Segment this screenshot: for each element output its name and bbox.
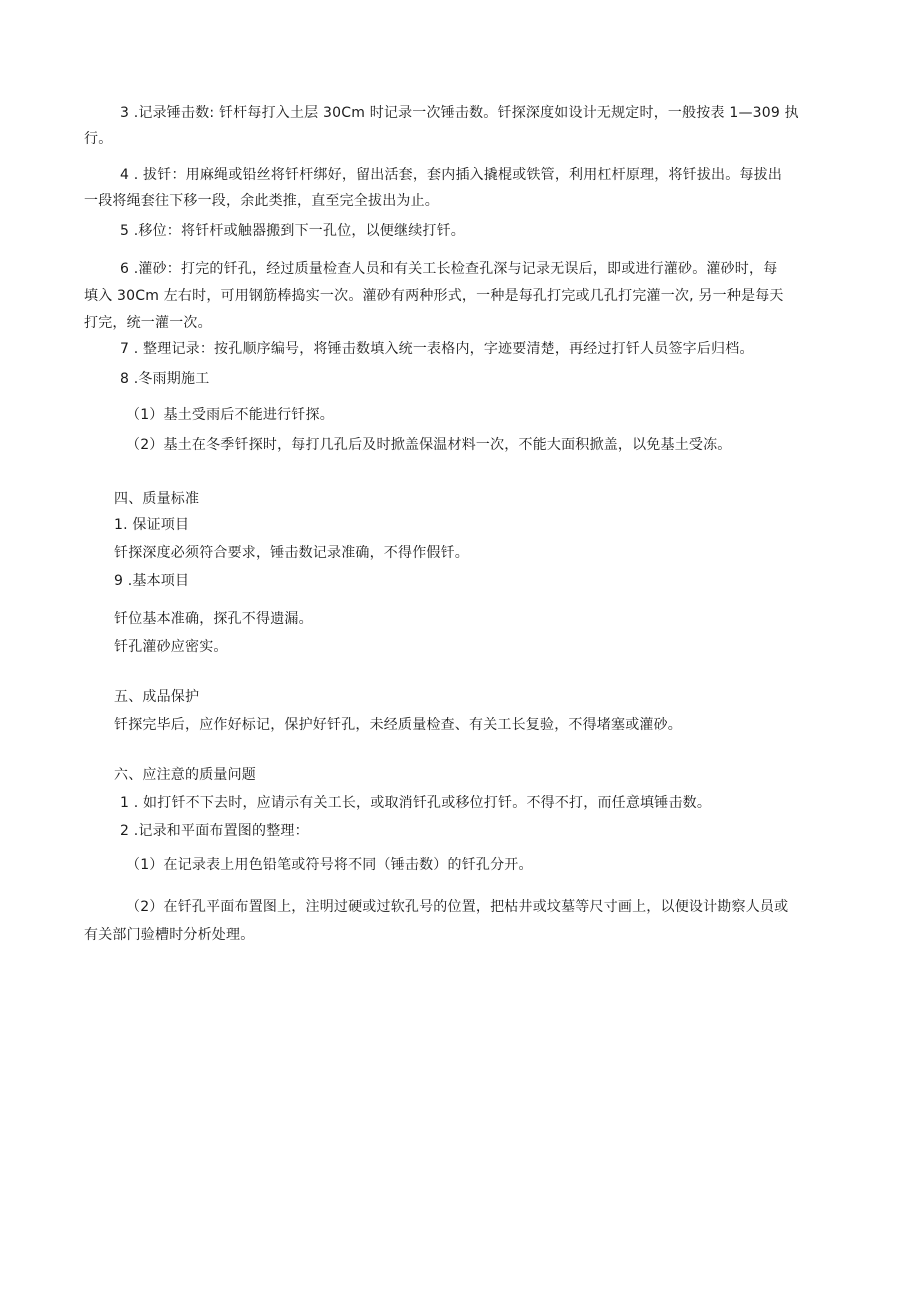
item-number: 4 bbox=[120, 167, 130, 183]
section-5-title: 五、成品保护 bbox=[114, 689, 200, 705]
paragraph-text: .移位：将钎杆或触器搬到下一孔位，以便继续打钎。 bbox=[129, 223, 466, 239]
item-number: 8 bbox=[120, 371, 130, 387]
paragraph-6-line-3: 打完，统一灌一次。 bbox=[84, 315, 212, 331]
paragraph-3-line-2: 行。 bbox=[84, 131, 113, 147]
paragraph-text: . 拔钎：用麻绳或铅丝将钎杆绑好，留出活套，套内插入撬棍或铁管，利用杠杆原理，将钎拔出。每拔出 bbox=[129, 167, 783, 183]
paragraph-text: .冬雨期施工 bbox=[129, 371, 210, 387]
paragraph-text: .灌砂：打完的钎孔，经过质量检查人员和有关工长检查孔深与记录无误后，即或进行灌砂。灌砂时，每 bbox=[129, 261, 778, 277]
paragraph-6-line-2: 填入 30Cm 左右时，可用钢筋棒捣实一次。灌砂有两种形式，一种是每孔打完或几孔打完灌一次, 另一种是每天 bbox=[84, 288, 784, 304]
paragraph-8-line-1 bbox=[120, 370, 209, 388]
paragraph-6-line-1 bbox=[120, 260, 777, 278]
paragraph-5-line-1 bbox=[120, 222, 465, 240]
item-number: 9 bbox=[114, 573, 124, 589]
subheading-text: .基本项目 bbox=[123, 573, 190, 589]
item-number: 5 bbox=[120, 223, 130, 239]
section-6-item-1 bbox=[120, 794, 711, 812]
section-6-sub-item-1: （1）在记录表上用色铅笔或符号将不同（锤击数）的钎孔分开。 bbox=[126, 857, 533, 873]
section-6-sub-item-2-line-2: 有关部门验槽时分析处理。 bbox=[84, 927, 255, 943]
section-4-subheading-1: 1. 保证项目 bbox=[114, 517, 190, 533]
section-6-item-2 bbox=[120, 822, 309, 840]
item-number: 3 bbox=[120, 105, 130, 121]
paragraph-8-item-2: （2）基土在冬季钎探时，每打几孔后及时掀盖保温材料一次，不能大面积掀盖，以免基土受冻。 bbox=[126, 437, 732, 453]
section-6-title: 六、应注意的质量问题 bbox=[114, 767, 256, 783]
section-6-sub-item-2-line-1: （2）在钎孔平面布置图上，注明过硬或过软孔号的位置，把枯井或坟墓等尺寸画上，以便设计勘察人员或 bbox=[126, 899, 789, 915]
section-4-text-3: 钎孔灌砂应密实。 bbox=[114, 639, 228, 655]
paragraph-8-item-1: （1）基土受雨后不能进行钎探。 bbox=[126, 407, 334, 423]
paragraph-3-line-1 bbox=[120, 104, 799, 122]
paragraph-7-line-1 bbox=[120, 340, 754, 358]
section-4-text-2: 钎位基本准确，探孔不得遗漏。 bbox=[114, 611, 313, 627]
paragraph-4-line-2: 一段将绳套往下移一段，余此类推，直至完全拔出为止。 bbox=[84, 193, 439, 209]
item-number: 7 bbox=[120, 341, 130, 357]
section-4-title: 四、质量标准 bbox=[114, 491, 200, 507]
item-number: 6 bbox=[120, 261, 130, 277]
paragraph-text: . 整理记录：按孔顺序编号，将锤击数填入统一表格内，字迹要清楚，再经过打钎人员签字后归档。 bbox=[129, 341, 754, 357]
item-number: 2 bbox=[120, 823, 130, 839]
item-number: 1 bbox=[120, 795, 130, 811]
paragraph-text: .记录锤击数: 钎杆每打入土层 30Cm 时记录一次锤击数。钎探深度如设计无规定时，一般按表 1—309 执 bbox=[129, 105, 799, 121]
item-text: . 如打钎不下去时，应请示有关工长，或取消钎孔或移位打钎。不得不打，而任意填锤击数。 bbox=[129, 795, 712, 811]
section-4-text-1: 钎探深度必须符合要求，锤击数记录准确，不得作假钎。 bbox=[114, 545, 469, 561]
paragraph-4-line-1 bbox=[120, 166, 782, 184]
item-text: .记录和平面布置图的整理： bbox=[129, 823, 309, 839]
section-4-subheading-2 bbox=[114, 572, 189, 590]
section-5-text-1: 钎探完毕后，应作好标记，保护好钎孔，未经质量检查、有关工长复验，不得堵塞或灌砂。 bbox=[114, 717, 682, 733]
